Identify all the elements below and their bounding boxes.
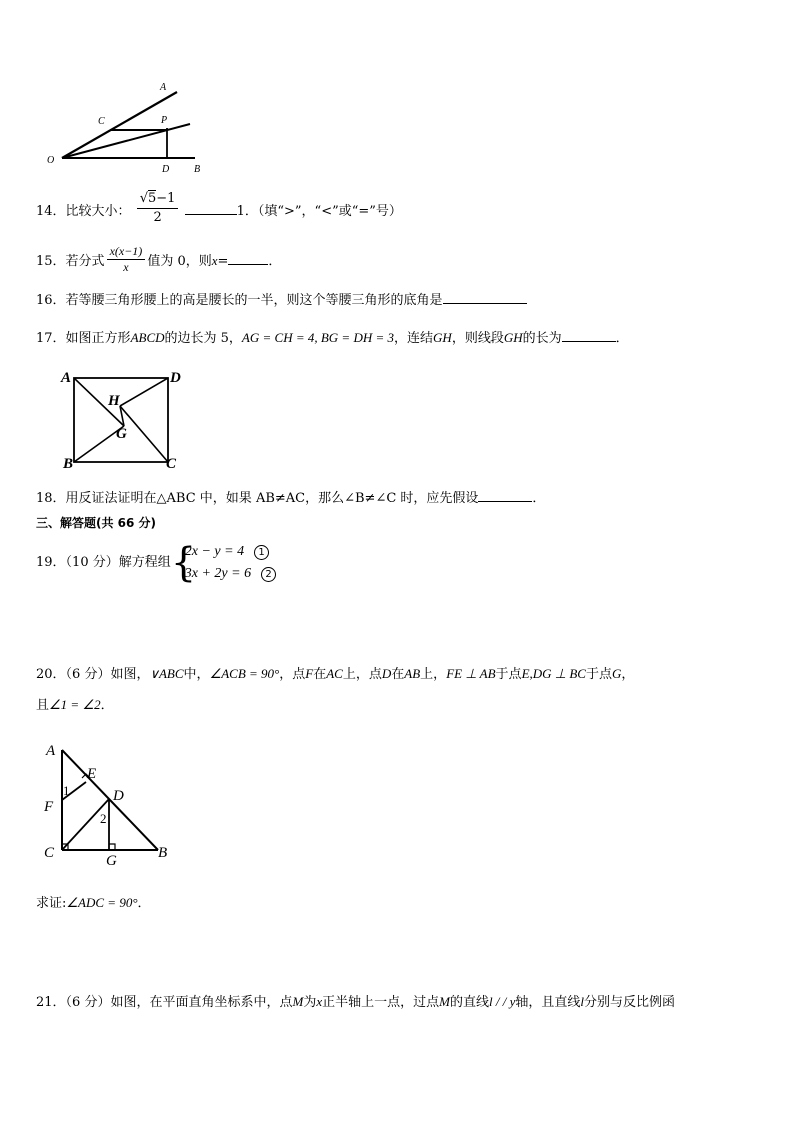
square-figure xyxy=(58,366,198,476)
answer-blank-14 xyxy=(185,200,237,215)
label-F: F xyxy=(44,799,54,815)
question-19: 19．（10 分）解方程组 { 2x − y = 4 1 3x + 2y = 6 2 xyxy=(36,541,276,585)
label-C: C xyxy=(44,845,55,861)
label-1: 1 xyxy=(63,783,70,798)
fraction-x: $\frac{x(x-1)}{x}$ xyxy=(107,244,146,275)
label-O: O xyxy=(47,155,55,166)
answer-blank-15 xyxy=(228,250,268,265)
label-P: P xyxy=(161,115,168,126)
label-D: D xyxy=(170,370,181,386)
question-14: 14．比较大小： $\frac{√5-1}{2}$ 1．（填“>”，“<”或“=”号） xyxy=(36,191,402,225)
label-C: C xyxy=(166,456,177,472)
label-G: G xyxy=(116,426,127,442)
answer-blank-18 xyxy=(478,487,532,502)
label-A: A xyxy=(61,370,72,386)
label-B: B xyxy=(194,164,201,175)
equation-system: { 2x − y = 4 1 3x + 2y = 6 2 xyxy=(171,541,276,585)
triangle-figure xyxy=(38,738,188,868)
question-20-line1: 20．（6 分）如图，∨ABC中，∠ACB = 90°，点F在AC上，点D在AB上，FE ⊥ AB于点E,DG ⊥ BC于点G， xyxy=(36,666,635,682)
angle-figure xyxy=(40,78,220,178)
answer-blank-16 xyxy=(443,289,527,304)
label-G: G xyxy=(106,853,117,868)
label-B: B xyxy=(158,845,168,861)
section-title: 三、解答题(共 66 分) xyxy=(36,516,157,530)
label-A: A xyxy=(160,82,167,93)
question-15: 15．若分式 $\frac{x(x-1)}{x}$ 值为 0，则x= ． xyxy=(36,244,282,274)
label-2: 2 xyxy=(100,811,107,826)
label-D: D xyxy=(162,164,170,175)
label-D: D xyxy=(113,788,124,804)
question-16: 16．若等腰三角形腰上的高是腰长的一半，则这个等腰三角形的底角是 xyxy=(36,289,527,311)
question-20-prove: 求证:∠ADC = 90°． xyxy=(36,895,151,911)
label-B: B xyxy=(63,456,74,472)
answer-blank-17 xyxy=(562,327,616,342)
question-21: 21．（6 分）如图，在平面直角坐标系中，点M为x正半轴上一点，过点M的直线l / / y轴，且直线l分别与反比例函 xyxy=(36,994,675,1010)
label-C: C xyxy=(98,116,105,127)
question-20-line2: 且∠1 = ∠2． xyxy=(36,697,114,713)
question-18: 18．用反证法证明在△ABC 中，如果 AB≠AC，那么∠B≠∠C 时，应先假设 ． xyxy=(36,487,545,509)
label-H: H xyxy=(108,393,120,409)
label-E: E xyxy=(87,766,97,782)
label-A: A xyxy=(46,743,56,759)
question-17: 17．如图正方形ABCD的边长为 5，AG = CH = 4, BG = DH = 3，连结GH，则线段GH的长为 ． xyxy=(36,327,629,349)
fraction-sqrt5: $\frac{√5-1}{2}$ xyxy=(137,190,179,227)
